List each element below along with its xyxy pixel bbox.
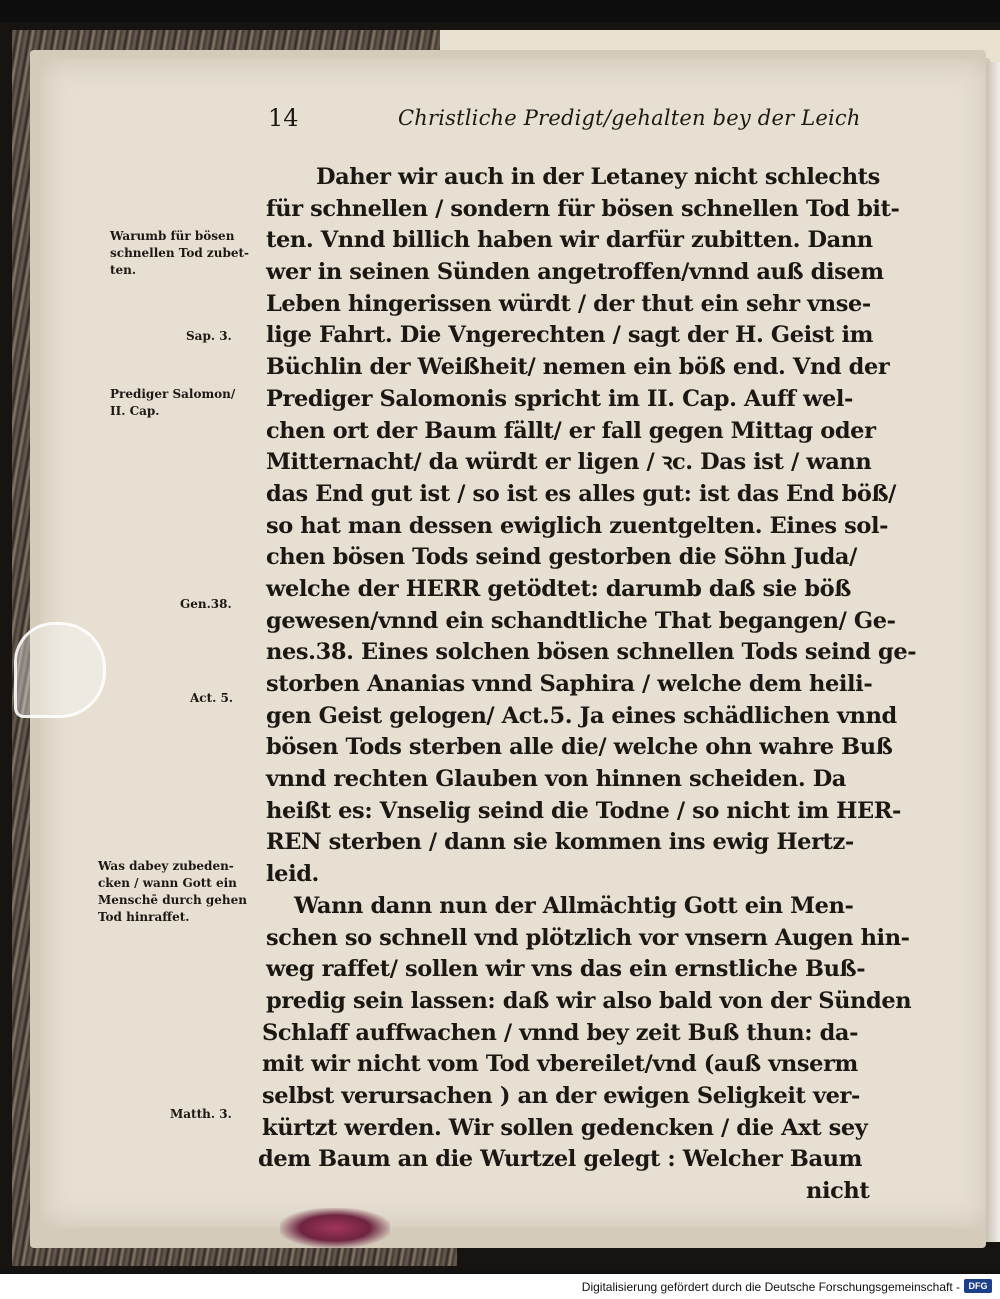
margin-note: Was dabey zubeden- cken / wann Gott ein Menschē durch gehen Tod hinraffet. bbox=[98, 859, 247, 924]
margin-note: Sap. 3. bbox=[186, 329, 232, 343]
text-line: schen so schnell vnd plötzlich vor vnsern Augen hin- bbox=[266, 924, 910, 951]
text-line: selbst verursachen ) an der ewigen Seligkeit ver- bbox=[262, 1082, 860, 1109]
text-line: Mitternacht/ da würdt er ligen / ꝛc. Das ist / wann bbox=[266, 449, 872, 476]
text-line: leid. bbox=[266, 861, 319, 888]
top-border bbox=[0, 0, 1000, 22]
text-line: dem Baum an die Wurtzel gelegt : Welcher Baum bbox=[258, 1146, 863, 1173]
margin-note: Gen.38. bbox=[180, 597, 232, 611]
page-text bbox=[0, 22, 1000, 1270]
text-line: REN sterben / dann sie kommen ins ewig Hertz- bbox=[266, 829, 854, 856]
text-line: gewesen/vnnd ein schandtliche That begangen/ Ge- bbox=[266, 607, 896, 634]
text-line: chen ort der Baum fällt/ er fall gegen Mittag oder bbox=[266, 417, 876, 444]
text-line: predig sein lassen: daß wir also bald von der Sünden bbox=[266, 987, 912, 1014]
text-line: weg raffet/ sollen wir vns das ein ernstliche Buß- bbox=[266, 956, 866, 983]
margin-note: Act. 5. bbox=[190, 691, 234, 705]
text-line: Büchlin der Weißheit/ nemen ein böß end. Vnd der bbox=[266, 354, 890, 381]
text-line: bösen Tods sterben alle die/ welche ohn wahre Buß bbox=[266, 734, 893, 761]
text-line: mit wir nicht vom Tod vbereilet/vnd (auß vnserm bbox=[262, 1051, 858, 1078]
text-line: Daher wir auch in der Letaney nicht schlechts bbox=[316, 164, 880, 190]
text-line: Prediger Salomonis spricht im II. Cap. Auff wel- bbox=[266, 385, 853, 412]
text-line: heißt es: Vnselig seind die Todne / so nicht im HER- bbox=[266, 797, 901, 824]
text-line: lige Fahrt. Die Vngerechten / sagt der H. Geist im bbox=[266, 322, 874, 349]
page-number: 14 bbox=[268, 104, 299, 132]
text-line: so hat man dessen ewiglich zuentgelten. Eines sol- bbox=[266, 512, 889, 539]
margin-note: Prediger Salomon/ II. Cap. bbox=[110, 387, 236, 418]
margin-note: Matth. 3. bbox=[170, 1107, 232, 1121]
scan-image bbox=[0, 22, 1000, 1270]
funding-credit: Digitalisierung gefördert durch die Deutsche Forschungsgemeinschaft - bbox=[581, 1280, 960, 1294]
text-line: das End gut ist / so ist es alles gut: ist das End böß/ bbox=[266, 480, 896, 507]
running-title: Christliche Predigt/gehalten bey der Leich bbox=[398, 106, 861, 130]
text-line: chen bösen Tods seind gestorben die Söhn Juda/ bbox=[266, 544, 857, 571]
text-line: nicht bbox=[806, 1178, 870, 1204]
body-text bbox=[258, 162, 917, 1208]
text-line: Schlaff auffwachen / vnnd bey zeit Buß thun: da- bbox=[262, 1019, 859, 1046]
text-line: storben Ananias vnnd Saphira / welche dem heili- bbox=[266, 671, 873, 697]
text-line: nes.38. Eines solchen bösen schnellen Tods seind ge- bbox=[266, 639, 917, 666]
text-line: ten. Vnnd billich haben wir darfür zubitten. Dann bbox=[266, 227, 873, 254]
text-line: Leben hingerissen würdt / der thut ein sehr vnse- bbox=[266, 290, 871, 317]
margin-note: Warumb für bösen schnellen Tod zubet- ten. bbox=[110, 229, 250, 277]
text-line: vnnd rechten Glauben von hinnen scheiden. Da bbox=[266, 766, 846, 793]
text-line: kürtzt werden. Wir sollen gedencken / die Axt sey bbox=[262, 1114, 868, 1141]
text-line: welche der HERR getödtet: darumb daß sie böß bbox=[266, 575, 851, 602]
text-line: wer in seinen Sünden angetroffen/vnnd auß disem bbox=[266, 259, 884, 286]
text-line: Wann dann nun der Allmächtig Gott ein Men- bbox=[294, 892, 854, 919]
text-line: gen Geist gelogen/ Act.5. Ja eines schädlichen vnnd bbox=[266, 702, 897, 729]
text-line: für schnellen / sondern für bösen schnellen Tod bit- bbox=[266, 195, 900, 222]
dfg-logo: DFG bbox=[964, 1279, 992, 1293]
